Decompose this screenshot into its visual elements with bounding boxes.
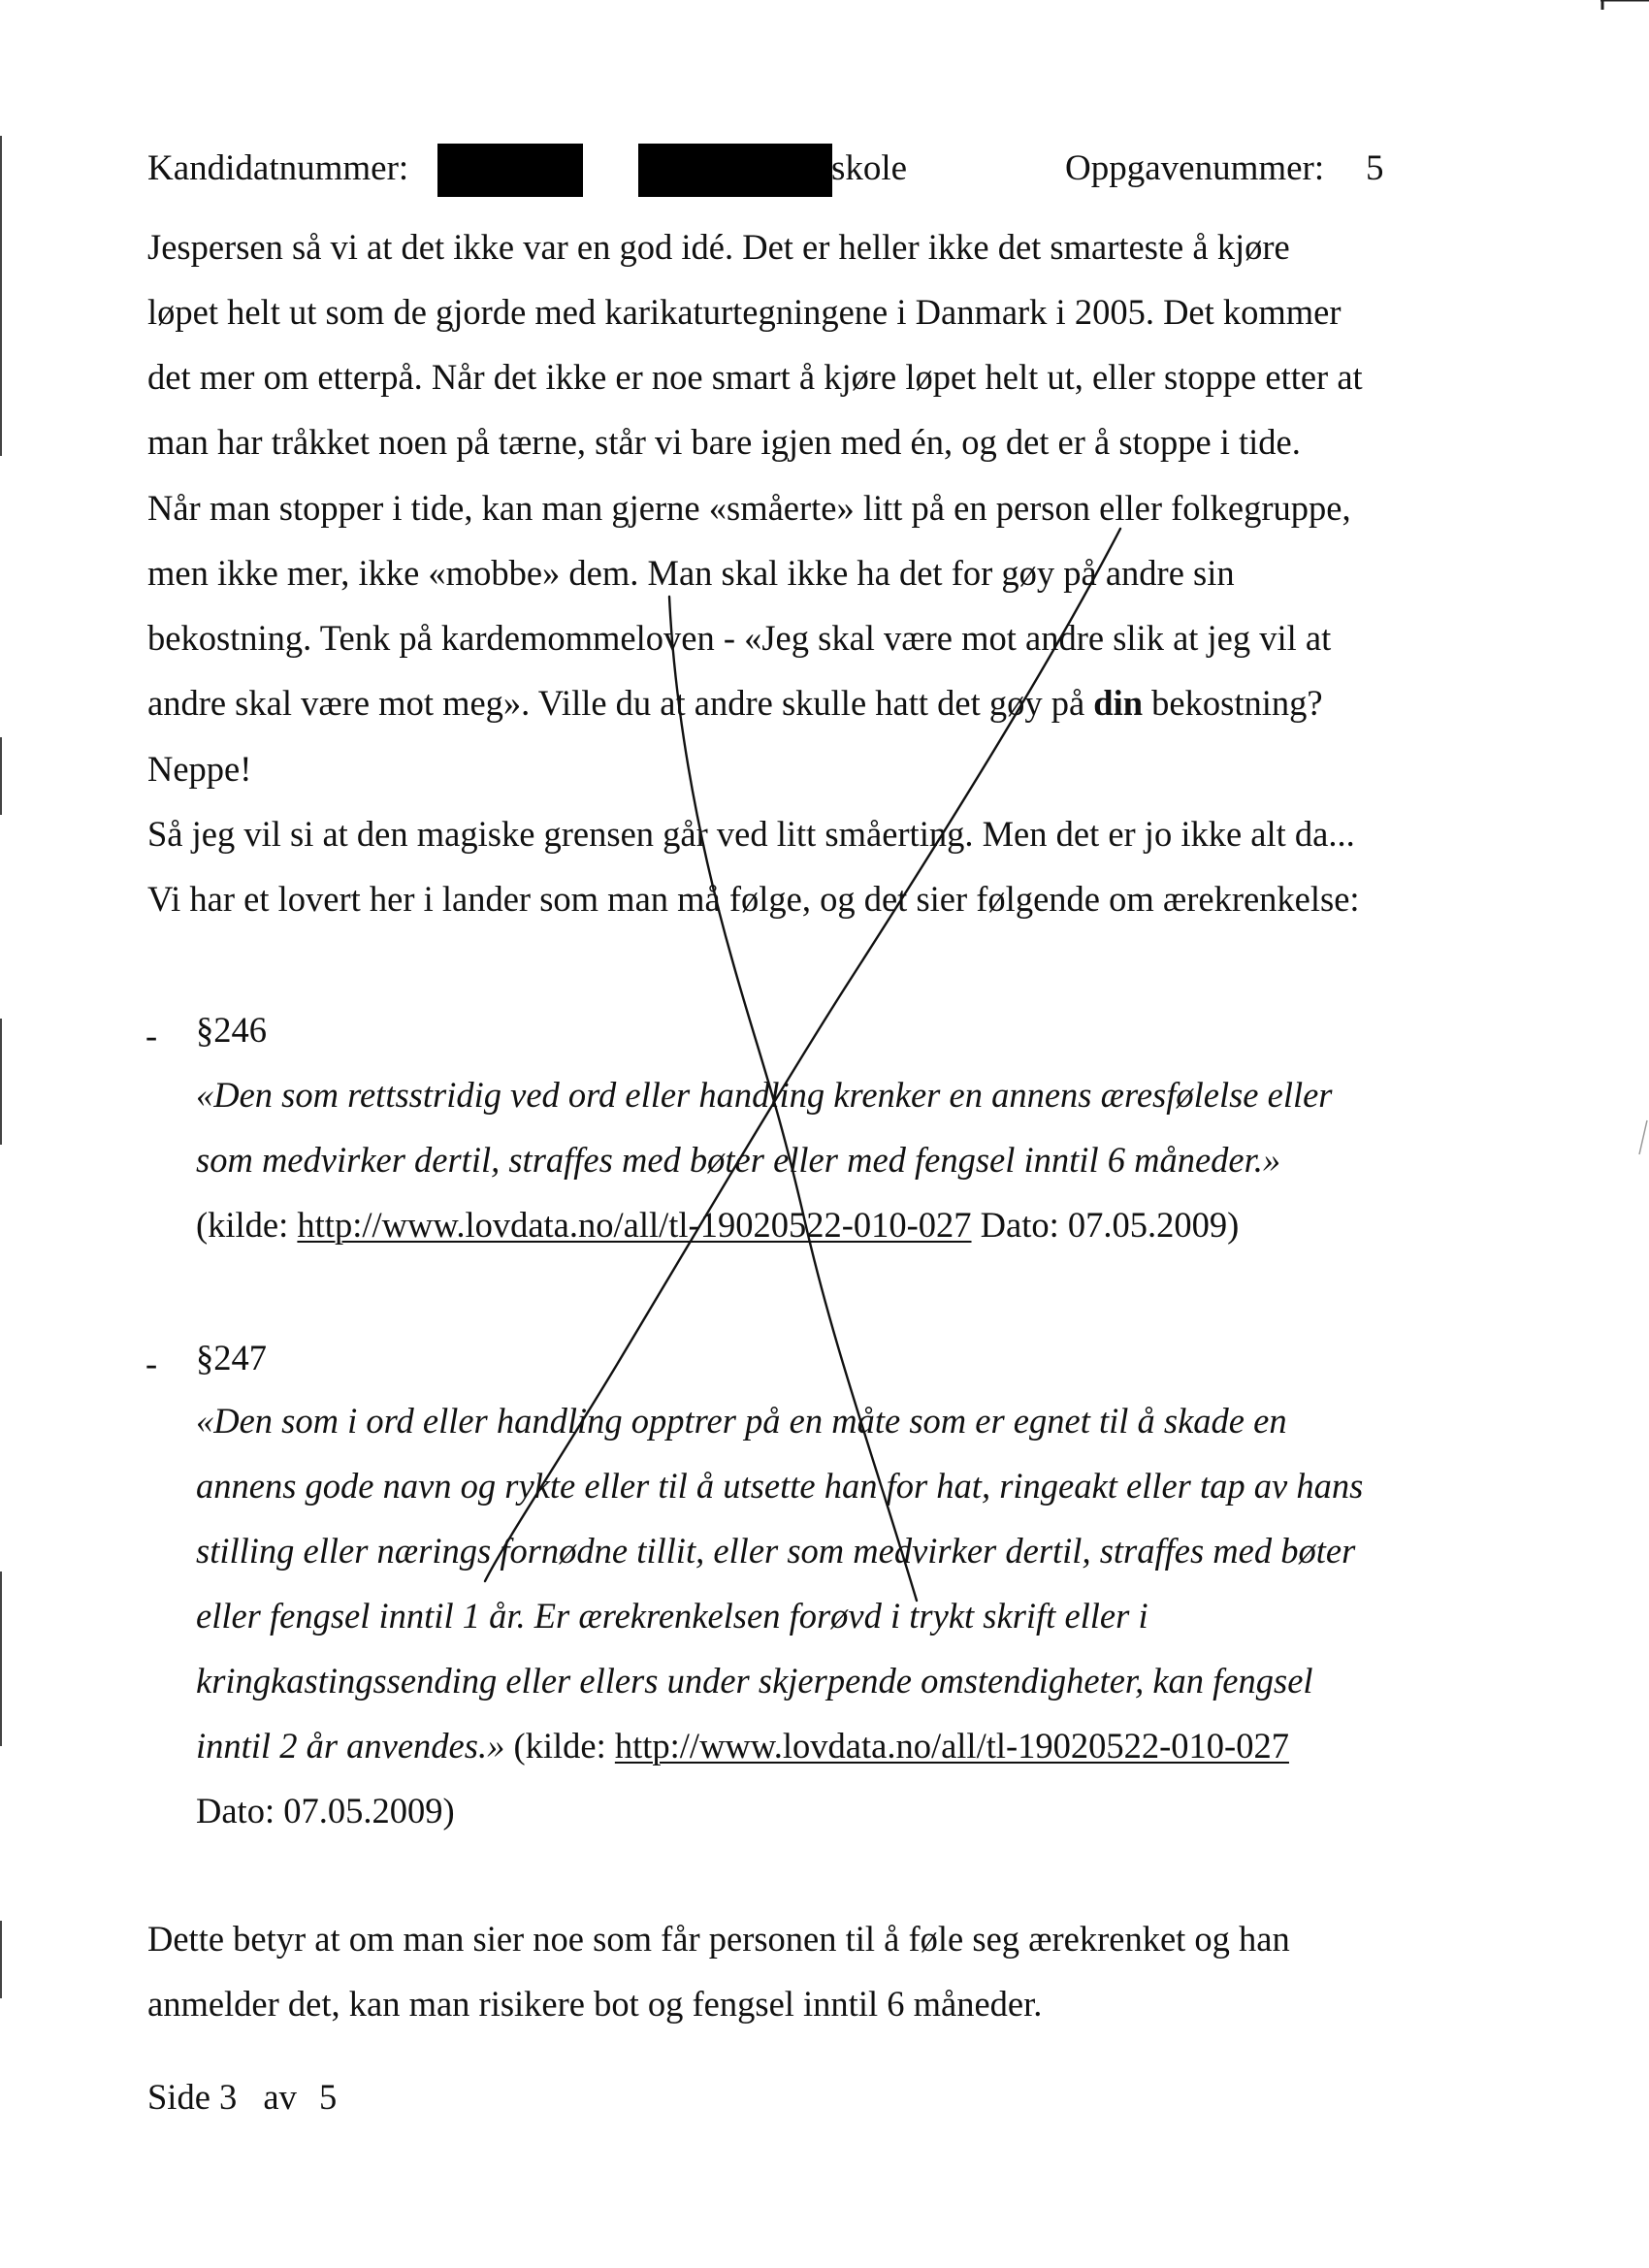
quote-line: kringkastingssending eller ellers under skjerpende omstendigheter, kan fengsel [196,1661,1313,1701]
source-link[interactable]: http://www.lovdata.no/all/tl-19020522-010-027 [297,1205,972,1245]
cross-stroke-right [669,597,917,1601]
text-span: andre skal være mot meg». Ville du at andre skulle hatt det gøy på [147,683,1094,723]
list-dash: - [146,1016,158,1055]
task-label: Oppgavenummer: [1065,148,1325,188]
text-line: det mer om etterpå. Når det ikke er noe smart å kjøre løpet helt ut, eller stoppe etter at [147,357,1363,397]
candidate-label: Kandidatnummer: [147,148,409,188]
task-number: 5 [1366,148,1384,188]
quote-line: annens gode navn og rykte eller til å utsette han for hat, ringeakt eller tap av hans [196,1466,1364,1506]
text-line: Vi har et lovert her i lander som man må følge, og det sier følgende om ærekrenkelse: [147,879,1360,919]
side-label: Side [147,2077,210,2117]
quote-line: «Den som i ord eller handling opptrer på en måte som er egnet til å skade en [196,1401,1287,1441]
source-link[interactable]: http://www.lovdata.no/all/tl-19020522-010-027 [614,1726,1289,1766]
text-line: Jespersen så vi at det ikke var en god idé. Det er heller ikke det smarteste å kjøre [147,227,1290,267]
source-date: Dato: 07.05.2009) [196,1791,455,1831]
of-label: av [263,2077,297,2117]
text-line: Dette betyr at om man sier noe som får personen til å føle seg ærekrenket og han [147,1919,1290,1959]
scan-speck [1639,1120,1647,1154]
bold-word: din [1093,683,1144,723]
text-line: man har tråkket noen på tærne, står vi bare igjen med én, og det er å stoppe i tide. [147,422,1301,462]
text-line: Når man stopper i tide, kan man gjerne «småerte» litt på en person eller folkegruppe, [147,488,1351,528]
text-line: løpet helt ut som de gjorde med karikaturtegningene i Danmark i 2005. Det kommer [147,292,1342,332]
source-prefix: (kilde: [196,1205,298,1245]
quote-end: inntil 2 år anvendes.» [196,1726,505,1766]
text-line: men ikke mer, ikke «mobbe» dem. Man skal ikke ha det for gøy på andre sin [147,553,1235,593]
quote-line: som medvirker dertil, straffes med bøter eller med fengsel inntil 6 måneder.» [196,1140,1281,1180]
list-dash: - [146,1344,158,1383]
page-number: 3 [219,2077,238,2117]
quote-line: stilling eller nærings fornødne tillit, eller som medvirker dertil, straffes med bøter [196,1531,1356,1571]
school-label: skole [831,148,908,188]
section-heading: §247 [196,1338,267,1377]
source-date: Dato: 07.05.2009) [971,1205,1240,1245]
text-line: bekostning. Tenk på kardemommeloven - «Jeg skal være mot andre slik at jeg vil at [147,618,1332,658]
total-pages: 5 [318,2077,338,2117]
text-line: Neppe! [147,749,252,789]
quote-line: «Den som rettsstridig ved ord eller handling krenker en annens æresfølelse eller [196,1075,1333,1115]
cross-stroke-left [485,529,1120,1581]
source-prefix: (kilde: [504,1726,615,1766]
text-span: bekostning? [1143,683,1323,723]
text-line: anmelder det, kan man risikere bot og fengsel inntil 6 måneder. [147,1984,1043,2024]
section-heading: §246 [196,1010,267,1050]
quote-line: eller fengsel inntil 1 år. Er ærekrenkelsen forøvd i trykt skrift eller i [196,1596,1148,1636]
text-line: Så jeg vil si at den magiske grensen går ved litt småerting. Men det er jo ikke alt da... [147,814,1355,854]
